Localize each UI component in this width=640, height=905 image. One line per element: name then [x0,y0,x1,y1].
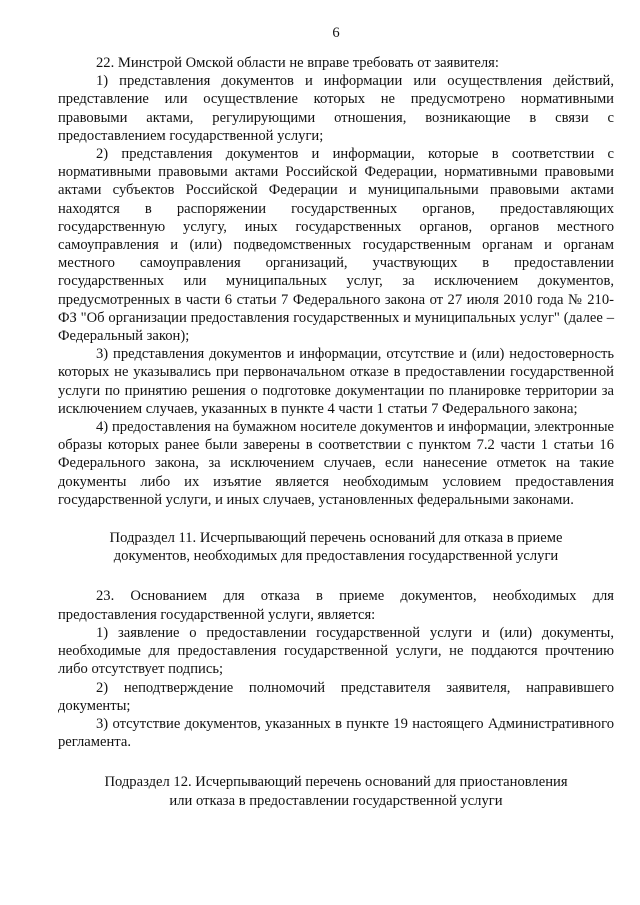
clause-22-item-3: 3) представления документов и информации, отсутствие и (или) недостоверность которых не указывались при первоначальном отказе в предоставлении государственной услуги по принятию решения о подготовке документации по планировке территории за исключением случаев, указанных в пункте 4 части 1 статьи 7 Федерального закона; [58,346,614,417]
section-11-heading-line-1: Подраздел 11. Исчерпывающий перечень оснований для отказа в приеме [109,530,563,547]
section-12-heading [58,773,614,809]
clause-23-item-1: 1) заявление о предоставлении государственной услуги и (или) документы, необходимые для предоставления государственной услуги, не поддаются прочтению либо отсутствует подпись; [58,624,614,678]
clause-23-item-3: 3) отсутствие документов, указанных в пункте 19 настоящего Административного регламента. [58,715,614,751]
clause-22-intro: 22. Минстрой Омской области не вправе требовать от заявителя: [96,55,499,71]
section-11-heading-line-2: документов, необходимых для предоставления государственной услуги [113,548,559,565]
section-12-heading-line-2: или отказа в предоставлении государственной услуги [169,792,503,809]
clause-23-intro: 23. Основанием для отказа в приеме документов, необходимых для предоставления государственной услуги, является: [58,588,614,623]
section-12-heading-line-1: Подраздел 12. Исчерпывающий перечень оснований для приостановления [104,774,568,791]
clause-22-item-1: 1) представления документов и информации или осуществления действий, представление или осуществление которых не предусмотрено нормативными правовыми актами, регулирующими отношения, возникающие в связи с предоставлением государственной услуги; [58,73,614,144]
clause-23 [58,587,614,751]
section-11-heading [58,529,614,565]
clause-23-item-2: 2) неподтверждение полномочий представителя заявителя, направившего документы; [58,679,614,714]
clause-22 [58,54,614,509]
clause-22-item-4: 4) предоставления на бумажном носителе документов и информации, электронные образы которых ранее были заверены в соответствии с пунктом 7.2 части 1 статьи 16 Федерального закона, за исключением случаев, если нанесение отметок на такие документы либо их изъятие является необходимым условием предоставления государственной услуги, и иных случаев, установленных федеральными законами. [58,419,614,508]
page-number: 6 [332,25,340,41]
clause-22-item-2: 2) представления документов и информации, которые в соответствии с нормативными правовыми актами Российской Федерации, нормативными правовыми актами субъектов Российской Федерации и муниципальными правовыми актами находятся в распоряжении государственных органов, предоставляющих государственную услугу, иных государственных органов, органов местного самоуправления и (или) подведомственных государственным органам и органам местного самоуправления организаций, участвующих в предоставлении государственных или муниципальных услуг, за исключением документов, предусмотренных в части 6 статьи 7 Федерального закона от 27 июля 2010 года № 210-ФЗ "Об организации предоставления государственных и муниципальных услуг" (далее – Федеральный закон); [58,146,614,345]
